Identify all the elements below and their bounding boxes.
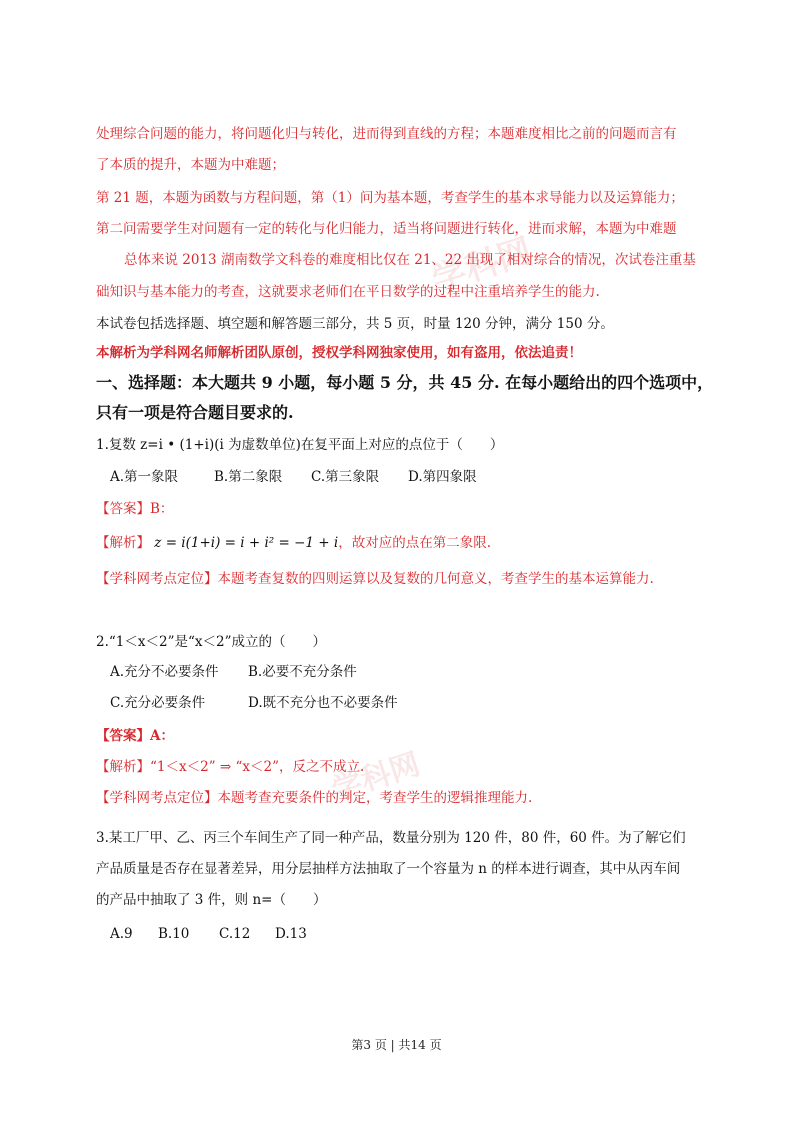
- q2-option-d: D.既不充分也不必要条件: [248, 695, 398, 711]
- copyright-notice: 本解析为学科网名师解析团队原创，授权学科网独家使用，如有盗用，依法追责！: [96, 345, 582, 361]
- intro-line: 础知识与基本能力的考查，这就要求老师们在平日数学的过程中注重培养学生的能力.: [96, 284, 600, 300]
- q1-option-c: C.第三象限: [311, 469, 380, 485]
- q2-option-c: C.充分必要条件: [110, 695, 206, 711]
- q2-option-a: A.充分不必要条件: [110, 664, 219, 680]
- section-title: 只有一项是符合题目要求的.: [96, 403, 294, 422]
- question-3-stem: 的产品中抽取了 3 件，则 n=（ ）: [96, 892, 327, 908]
- question-1-stem: 1.复数 z=i • (1+i)(i 为虚数单位)在复平面上对应的点位于（ ）: [96, 437, 504, 453]
- q1-analysis-text: ，故对应的点在第二象限.: [338, 535, 492, 551]
- q2-analysis: 【解析】“1＜x＜2” ⇒ “x＜2”，反之不成立.: [96, 759, 365, 775]
- intro-line: 了本质的提升，本题为中难题；: [96, 157, 285, 173]
- q1-option-a: A.第一象限: [110, 469, 179, 485]
- intro-line: 第二问需要学生对问题有一定的转化与化归能力，适当将问题进行转化，进而求解，本题为中难题: [96, 221, 677, 237]
- q2-position: 【学科网考点定位】本题考查充要条件的判定，考查学生的逻辑推理能力.: [96, 790, 533, 806]
- page-footer: 第3 页 | 共14 页: [351, 1038, 442, 1052]
- exam-info: 本试卷包括选择题、填空题和解答题三部分，共 5 页，时量 120 分钟，满分 150 分。: [96, 316, 614, 332]
- question-3-stem: 3.某工厂甲、乙、丙三个车间生产了同一种产品，数量分别为 120 件，80 件，60 件。为了解它们: [96, 830, 686, 846]
- q1-option-b: B.第二象限: [214, 469, 283, 485]
- intro-line: 第 21 题，本题为函数与方程问题，第（1）问为基本题，考查学生的基本求导能力以及运算能力；: [96, 190, 684, 206]
- intro-line: 总体来说 2013 湖南数学文科卷的难度相比仅在 21、22 出现了相对综合的情况，次试卷注重基: [124, 252, 696, 268]
- intro-line: 处理综合问题的能力，将问题化归与转化，进而得到直线的方程；本题难度相比之前的问题而言有: [96, 126, 677, 142]
- q3-option-b: B.10: [158, 926, 190, 942]
- q2-answer: 【答案】A：: [96, 728, 174, 744]
- q1-analysis-label: 【解析】: [96, 535, 150, 551]
- watermark: 学科网: [327, 746, 425, 808]
- q1-answer: 【答案】B：: [96, 501, 174, 517]
- q1-option-d: D.第四象限: [408, 469, 477, 485]
- q3-option-c: C.12: [219, 926, 251, 942]
- question-2-stem: 2.“1＜x＜2”是“x＜2”成立的（ ）: [96, 634, 326, 650]
- q3-option-a: A.9: [110, 926, 133, 942]
- q1-analysis-formula: z = i(1+i) = i + i² = −1 + i: [154, 535, 339, 551]
- q1-analysis: [96, 533, 706, 553]
- q3-option-d: D.13: [275, 926, 307, 942]
- watermark: 学科网: [427, 231, 537, 301]
- q2-option-b: B.必要不充分条件: [248, 664, 357, 680]
- q1-position: 【学科网考点定位】本题考查复数的四则运算以及复数的几何意义，考查学生的基本运算能力.: [96, 571, 654, 587]
- section-title: 一、选择题：本大题共 9 小题，每小题 5 分，共 45 分. 在每小题给出的四个选项中，: [96, 373, 714, 392]
- question-3-stem: 产品质量是否存在显著差异，用分层抽样方法抽取了一个容量为 n 的样本进行调查，其中从丙车间: [96, 861, 681, 877]
